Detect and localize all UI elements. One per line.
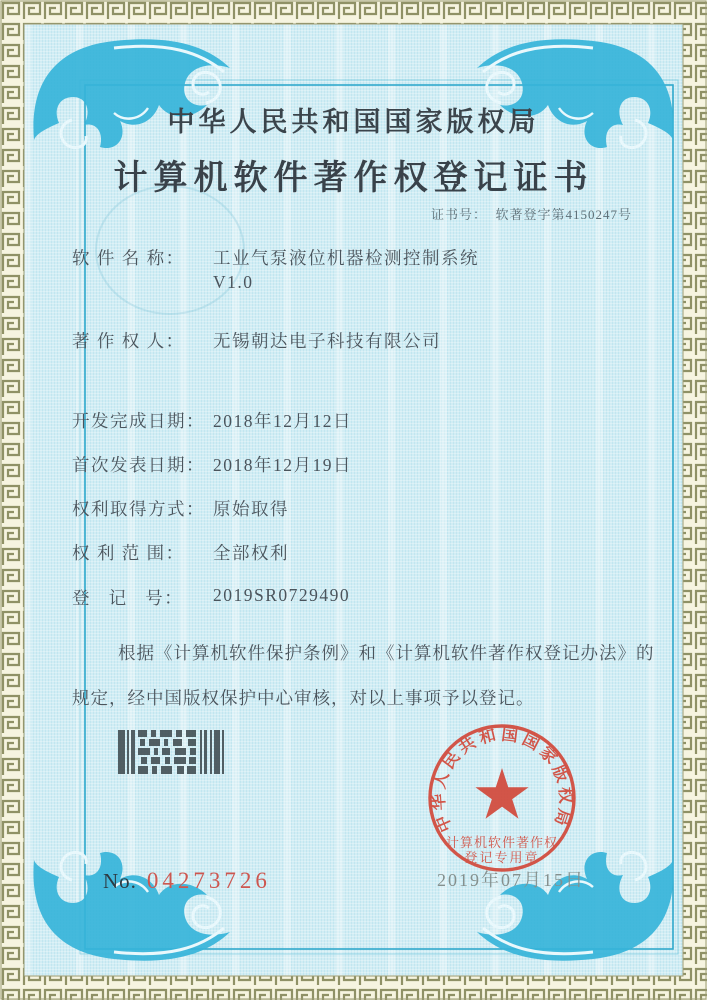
field-first-publish-date bbox=[72, 452, 352, 477]
field-value: V1.0 bbox=[213, 272, 254, 292]
serial-number bbox=[103, 868, 271, 894]
field-value: 原始取得 bbox=[213, 499, 289, 519]
field-rights-acquisition bbox=[72, 496, 289, 521]
barcode bbox=[118, 730, 230, 774]
field-label: 开发完成日期： bbox=[72, 411, 205, 431]
registration-statement-line1: 根据《计算机软件保护条例》和《计算机软件著作权登记办法》的 bbox=[118, 643, 655, 663]
field-label: 权 利 范 围： bbox=[72, 543, 185, 563]
field-value: 2018年12月12日 bbox=[213, 411, 352, 431]
seal-star-icon bbox=[475, 768, 528, 819]
seal-text-line1: 计算机软件著作权 bbox=[445, 835, 559, 850]
field-value: 2019SR0729490 bbox=[213, 585, 351, 605]
field-label: 软 件 名 称： bbox=[72, 248, 185, 268]
serial-digits: 04273726 bbox=[146, 868, 271, 893]
field-value: 2018年12月19日 bbox=[213, 455, 352, 475]
meander-border-bottom bbox=[0, 976, 707, 1000]
field-registration-number bbox=[72, 585, 351, 610]
field-value: 全部权利 bbox=[213, 543, 289, 563]
field-label: 首次发表日期： bbox=[72, 455, 205, 475]
seal-ring-text: 中华人民共和国国家版权局 bbox=[428, 724, 576, 835]
field-copyright-owner bbox=[72, 328, 441, 353]
certificate-title: 计算机软件著作权登记证书 bbox=[113, 160, 594, 197]
official-seal bbox=[420, 718, 585, 883]
field-label: 著 作 权 人： bbox=[72, 331, 185, 351]
field-label: 权利取得方式： bbox=[72, 499, 205, 519]
field-software-name bbox=[72, 245, 479, 270]
issuing-authority-title: 中华人民共和国国家版权局 bbox=[167, 107, 540, 137]
field-rights-scope bbox=[72, 540, 289, 565]
seal-text-line2: 登记专用章 bbox=[464, 850, 540, 865]
meander-border-right bbox=[683, 0, 707, 1000]
field-value: 工业气泵液位机器检测控制系统 bbox=[213, 248, 479, 268]
field-dev-complete-date bbox=[72, 408, 352, 433]
serial-prefix: No. bbox=[103, 869, 137, 893]
field-value: 无锡朝达电子科技有限公司 bbox=[213, 331, 441, 351]
meander-border-left bbox=[0, 0, 24, 1000]
field-label: 登 记 号： bbox=[72, 588, 184, 608]
meander-border-top bbox=[0, 0, 707, 24]
registration-statement-line2: 规定，经中国版权保护中心审核，对以上事项予以登记。 bbox=[72, 688, 535, 708]
seal-date: 2019年07月15日 bbox=[437, 870, 585, 890]
certificate-number-line: 证书号： 软著登字第4150247号 bbox=[430, 207, 632, 222]
